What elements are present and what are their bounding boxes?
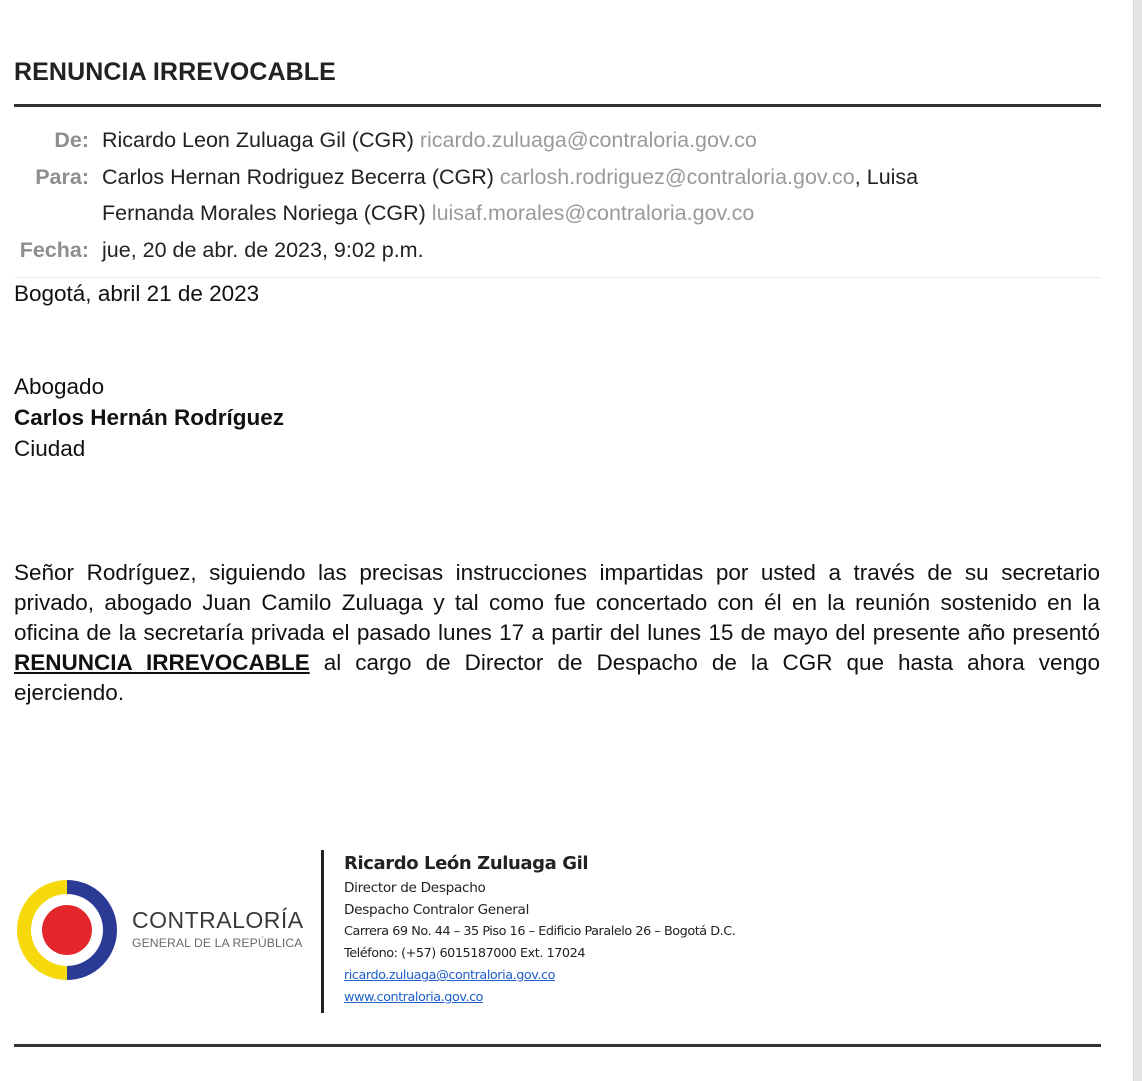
recipient-name-part: Luisa [866, 164, 919, 189]
contraloria-emblem-icon [14, 878, 120, 982]
sender-name[interactable]: Ricardo Leon Zuluaga Gil (CGR) [102, 128, 414, 152]
letter-recipient [14, 371, 284, 464]
paragraph-emphasis: RENUNCIA IRREVOCABLE [14, 650, 310, 675]
sender-email[interactable]: ricardo.zuluaga@contraloria.gov.co [419, 128, 757, 152]
scrollbar[interactable] [1133, 0, 1142, 1081]
from-row [0, 122, 1100, 159]
recipient-separator: , [854, 164, 861, 189]
logo-name: CONTRALORÍA [132, 907, 304, 933]
logo-subtitle: GENERAL DE LA REPÚBLICA [132, 936, 303, 950]
letter-place-date: Bogotá, abril 21 de 2023 [14, 281, 260, 306]
email-subject: RENUNCIA IRREVOCABLE [14, 58, 336, 86]
signature-phone: Teléfono: (+57) 6015187000 Ext. 17024 [344, 946, 586, 961]
from-value [89, 122, 1100, 159]
to-row [0, 159, 1100, 232]
signature-email-link[interactable]: ricardo.zuluaga@contraloria.gov.co [344, 968, 555, 983]
signature-office: Despacho Contralor General [344, 902, 530, 918]
signature-name: Ricardo León Zuluaga Gil [344, 853, 589, 874]
date-value: jue, 20 de abr. de 2023, 9:02 p.m. [102, 237, 424, 262]
recipient-email[interactable]: carlosh.rodriguez@contraloria.gov.co [499, 164, 855, 189]
letter-paragraph [14, 558, 1100, 708]
date-row [0, 232, 1100, 269]
date-label: Fecha: [19, 237, 89, 262]
signature-address: Carrera 69 No. 44 – 35 Piso 16 – Edificio Paralelo 26 – Bogotá D.C. [344, 924, 736, 939]
signature-website-link[interactable]: www.contraloria.gov.co [344, 990, 484, 1005]
recipient-name-part: Fernanda Morales Noriega (CGR) [102, 201, 426, 225]
signature-block [344, 851, 735, 1009]
paragraph-text: al cargo de Director de Despacho de la CGR que hasta ahora vengo ejerciendo. [14, 650, 1100, 705]
recipient-name[interactable]: Carlos Hernan Rodriguez Becerra (CGR) [102, 164, 494, 189]
header-divider [14, 277, 1101, 278]
recipient-title: Abogado [14, 374, 105, 399]
email-header [0, 122, 1100, 268]
from-label: De: [54, 128, 89, 152]
subject-divider [14, 104, 1101, 107]
signature-position: Director de Despacho [344, 880, 486, 896]
recipient-city: Ciudad [14, 436, 86, 461]
footer-divider [14, 1044, 1101, 1047]
recipient-email[interactable]: luisaf.morales@contraloria.gov.co [431, 201, 755, 225]
recipient-full-name: Carlos Hernán Rodríguez [14, 405, 285, 430]
to-value [89, 159, 1100, 232]
emblem-red-dot [42, 905, 92, 955]
paragraph-text: Señor Rodríguez, siguiendo las precisas instrucciones impartidas por usted a través de su secretario privado, abogado Juan Camilo Zuluaga y tal como fue concertado con él en la reunión sostenido en la oficina de la secretaría privada el pasado lunes 17 a partir del lunes 15 de mayo del presente año presentó [14, 560, 1100, 645]
signature-divider [321, 850, 324, 1013]
to-label: Para: [35, 164, 89, 189]
contraloria-logo [14, 878, 314, 983]
